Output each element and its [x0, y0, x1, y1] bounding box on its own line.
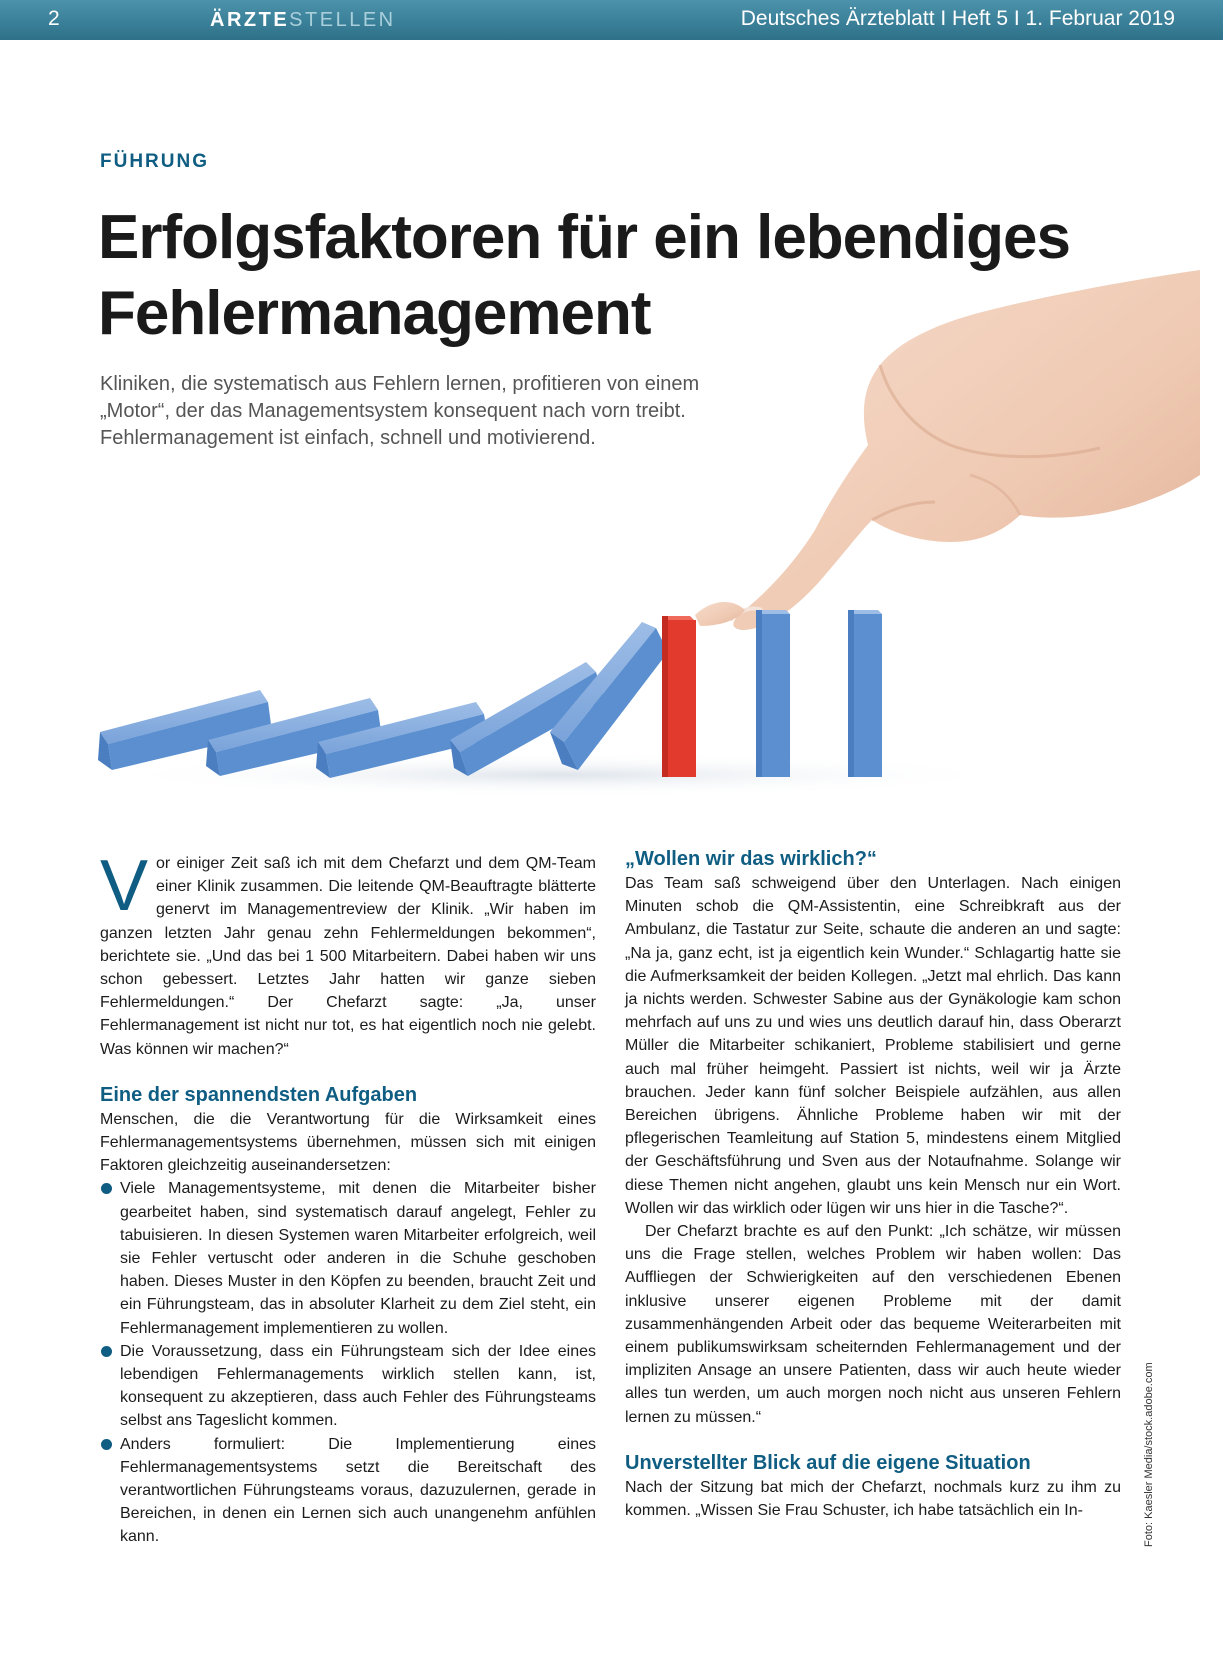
article-title	[98, 200, 1098, 352]
article-photo	[90, 270, 1200, 830]
bullet-item: Viele Managementsysteme, mit denen die Mitarbeiter bisher gearbeitet haben, sind systematisch darauf angelegt, Fehler zu tabuisieren. In diesen Systemen waren Mitarbeiter erfolgreich, weil sie Fehler vertuscht oder anderen in die Schuhe geschoben haben. Dieses Muster in den Köpfen zu beenden, braucht Zeit und ein Führungsteam, das in absoluter Klarheit zu dem Ziel steht, ein Fehlermanagement implementieren zu wollen.	[100, 1177, 596, 1339]
intro-paragraph	[100, 846, 596, 1061]
standing-block-1	[756, 610, 790, 777]
text-column-right	[625, 848, 1121, 1522]
page-header-band	[0, 0, 1223, 40]
standing-block-2	[848, 610, 882, 777]
subheading-situation: Unverstellter Blick auf die eigene Situation	[625, 1451, 1031, 1474]
title-line-2: Fehlermanagement	[98, 279, 651, 348]
paragraph: Das Team saß schweigend über den Unterlagen. Nach einigen Minuten schob die QM-Assistentin, eine Schreibkraft aus der Ambulanz, die Tastatur zur Seite, schaute die anderen an und sagte: „Na ja, ganz echt, ist ja eigentlich kein Wunder.“ Schlagartig hatte sie die Aufmerksamkeit der beiden Kollegen. „Jetzt mal ehrlich. Das kann ja nichts werden. Schwester Sabine aus der Gynäkologie kam schon mehrfach auf uns zu und wies uns deutlich darauf hin, dass Oberarzt Müller die Mitarbeiter schikaniert, Probleme stabilisiert und gerne auch mal früher heimgeht. Passiert ist nichts, weil wir ja Ärzte brauchen. Jeder kann fünf solcher Beispiele aufzählen, aus allen Bereichen übrigens. Ähnliche Probleme haben wir mit der pflegerischen Teamleitung auf Station 5, mindestens einem Mitglied der Geschäftsführung und Sven aus der Notaufnahme. Solange wir diese Themen nicht angehen, glaubt uns kein Mensch nur ein Wort. Wollen wir das wirklich oder lügen wir uns hier in die Tasche?“.	[625, 875, 1121, 1217]
intro-text: or einiger Zeit saß ich mit dem Chefarzt und dem QM-Team einer Klinik zusammen. Die leitende QM-Beauftragte blätterte genervt im Managementreview der Klinik. „Wir haben im ganzen letzten Jahr genau zehn Fehlermeldungen bekommen“, berichtete sie. „Und das bei 1 500 Mitarbeitern. Dabei haben wir uns schon gebessert. Letztes Jahr hatten wir ganze sieben Fehlermeldungen.“ Der Chefarzt sagte: „Ja, unser Fehlermanagement ist nicht nur tot, es hat eigentlich noch nie gelebt. Was können wir machen?“	[100, 855, 596, 1058]
red-block	[662, 616, 696, 777]
title-line-1: Erfolgsfaktoren für ein lebendiges	[98, 203, 1070, 272]
paragraph: Menschen, die die Verantwortung für die Wirksamkeit eines Fehlermanagementsystems übernehmen, müssen sich mit einigen Faktoren gleichzeitig auseinandersetzen:	[100, 1110, 596, 1175]
section-brand	[210, 9, 396, 32]
section-kicker: FÜHRUNG	[100, 151, 209, 172]
bullet-list	[100, 1177, 596, 1548]
paragraph: Der Chefarzt brachte es auf den Punkt: „Ich schätze, wir müssen uns die Frage stellen, welches Problem wir haben wollen: Das Auffliegen der Schwierigkeiten auf den verschiedenen Ebenen inklusive unserer eigenen Probleme mit der damit zusammenhängenden Arbeit oder das bequeme Weiterarbeiten mit einem publikumswirksam scheiternden Fehlermanagement und der impliziten Ansage an unsere Patienten, dass wir auch heute wieder alles tun werden, um auch morgen noch nicht aus unseren Fehlern lernen zu müssen.“	[625, 1223, 1121, 1426]
paragraph: Nach der Sitzung bat mich der Chefarzt, nochmals kurz zu ihm zu kommen. „Wissen Sie Frau Schuster, ich habe tatsächlich ein In-	[625, 1478, 1121, 1520]
brand-part-2: STELLEN	[289, 9, 396, 31]
bullet-item: Die Voraussetzung, dass ein Führungsteam sich der Idee eines lebendigen Fehlermanagements wirklich stellen kann, ist, konsequent zu akzeptieren, dass auch Fehler des Führungsteams selbst ans Tageslicht kommen.	[100, 1340, 596, 1433]
brand-part-1: ÄRZTE	[210, 9, 290, 31]
bullet-item: Anders formuliert: Die Implementierung eines Fehlermanagementsystems setzt die Bereitschaft des verantwortlichen Führungsteams voraus, dazuzulernen, gerade in Bereichen, in denen ein Lernen sich auch unangenehm anfühlen kann.	[100, 1433, 596, 1549]
photo-credit: Foto: Kaesler Media/stock.adobe.com	[1143, 1362, 1155, 1547]
drop-cap: V	[100, 846, 149, 926]
page-number: 2	[48, 7, 60, 30]
issue-info: Deutsches Ärzteblatt I Heft 5 I 1. Februar 2019	[740, 7, 1175, 30]
text-column-left	[100, 846, 596, 1549]
subheading-wollen: „Wollen wir das wirklich?“	[625, 848, 877, 870]
article-lead: Kliniken, die systematisch aus Fehlern lernen, profitieren von einem „Motor“, der das Managementsystem konsequent nach vorn treibt. Fehlermanagement ist einfach, schnell und motivierend.	[100, 373, 700, 449]
subheading-aufgaben: Eine der spannendsten Aufgaben	[100, 1083, 418, 1106]
